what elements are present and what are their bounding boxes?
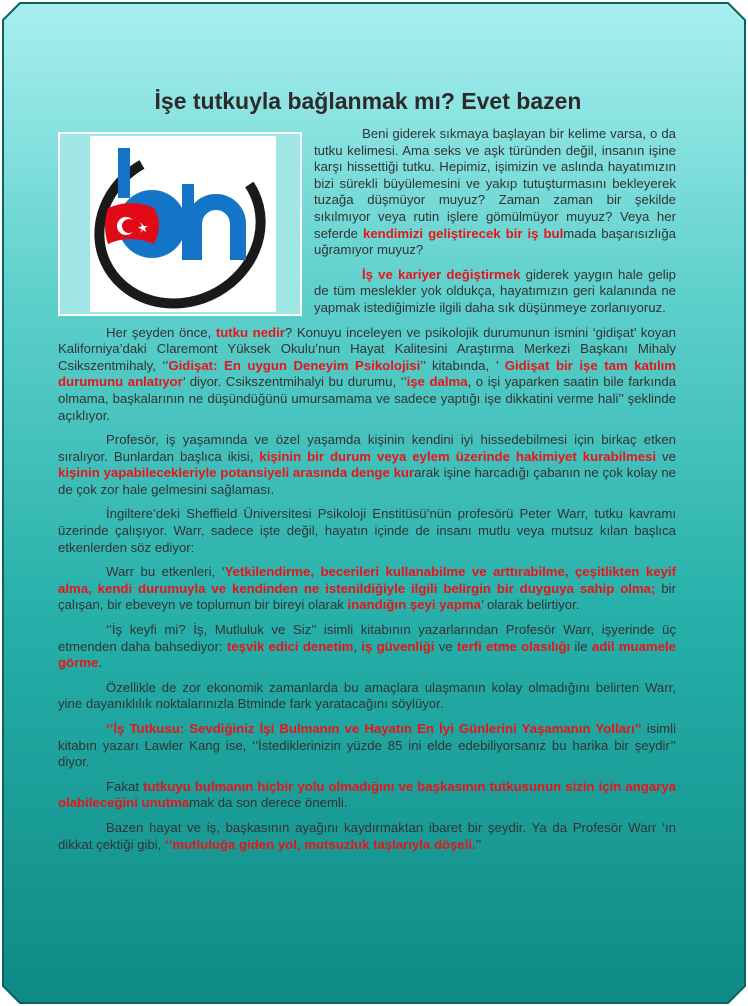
paragraph-7: ‘’İş keyfi mi? İş, Mutluluk ve Siz’’ isimli kitabının yazarlarından Profesör Warr, işyerinde üç etmenden daha bahsediyor: teşvik edici denetim, iş güvenliği ve terfi etme olasılığı ile adil muamele görme.: [58, 622, 676, 671]
paragraph-2: İş ve kariyer değiştirmek giderek yaygın hale gelip de tüm meslekler yok oldukça, hayatımızın geri kalanında ne yapmak istediğimizle ilgili daha sık düşünmeye zorlanıyoruz.: [314, 266, 677, 315]
paragraph-6: Warr bu etkenleri, ‘Yetkilendirme, becerileri kullanabilme ve arttırabilme, çeşitlikten keyif alma, kendi durumuyla ve kendinden ne istenildiğiyle ilgili belirgin bir duyguya sahip olma; bir çalışan, bir ebeveyn ve toplumun bir bireyi olarak inandığın şeyi yapma’ olarak belirtiyor.: [58, 564, 676, 613]
paragraph-1: Beni giderek sıkmaya başlayan bir kelime varsa, o da tutku kelimesi. Ama seks ve aşk türünden değil, insanın işine karşı hissettiği tutku. Hepimiz, işimizin ve aslında hayatımızın bizi sürekli büyülemesini ve yakıp tutuşturmasını bekleyerek tuzağa düşmüyor muyuz? Zaman zaman bir şekilde sıkılmıyor veya rutin işlere gömülmüyor muyuz? Veya her seferde kendimizi geliştirecek bir iş bulmada başarısızlığa uğramıyor muyuz?: [314, 126, 676, 258]
paragraph-9: ‘’İş Tutkusu: Sevdiğiniz İşi Bulmanın ve Hayatın En İyi Günlerini Yaşamanın Yolları’’ isimli kitabın yazarı Lawler Kang ise, ‘’İstediklerinizin yüzde 85 ini elde edebiliyorsanız bu harika bir şeydir’’ diyor.: [58, 721, 676, 770]
logo-frame: [58, 132, 302, 316]
paragraph-4: Profesör, iş yaşamında ve özel yaşamda kişinin kendini iyi hissedebilmesi için birkaç etken sıralıyor. Bunlardan başlıca ikisi, kişinin bir durum veya eylem üzerinde hakimiyet kurabilmesi ve kişinin yapabilecekleriyle potansiyeli arasında denge kurarak işine harcadığı çabanın ne çok kolay ne de çok zor hale gelmesini sağlaması.: [58, 432, 676, 497]
paragraph-3: Her şeyden önce, tutku nedir? Konuyu inceleyen ve psikolojik durumunun ismini ‘gidişat’ koyan Kaliforniya’daki Claremont Yüksek Okulu’nun Hayat Kalitesini Araştırma Merkezi Başkanı Mihaly Csikszentmihaly, ‘’Gidişat: En uygun Deneyim Psikolojisi’’ kitabında, ’ Gidişat bir işe tam katılım durumunu anlatıyor’ diyor. Csikszentmihalyi bu durumu, ‘’işe dalma, o işi yaparken saatin bile farkında olmama, başkalarının ne düşündüğünü umursamama ve sadece yaptığı işe dikkatini verme hali’’ şeklinde açıklıyor.: [58, 324, 676, 423]
paragraph-11: Bazen hayat ve iş, başkasının ayağını kaydırmaktan ibaret bir şeydir. Ya da Profesör Warr ‘ın dikkat çektiği gibi, ‘’mutluluğa giden yol, mutsuzluk taşlarıyla döşeli.’’: [58, 819, 676, 852]
article-title: İşe tutkuyla bağlanmak mı? Evet bazen: [154, 88, 582, 114]
paragraph-5: İngiltere’deki Sheffield Üniversitesi Psikoloji Enstitüsü’nün profesörü Peter Warr, tutku kavramı üzerinde çalışıyor. Warr, sadece işte değil, hayatın içinde de insanı mutlu veya mutsuz kılan başlıca etkenlerden söz ediyor:: [58, 506, 676, 555]
logo-background: [90, 136, 276, 312]
article-body: [58, 126, 676, 861]
dh-logo-icon: [90, 136, 276, 312]
paragraph-8: Özellikle de zor ekonomik zamanlarda bu amaçlara ulaşmanın kolay olmadığını belirten Warr, yine dayanıklılık noktalarınızla Btminde fark yaratacağını söylüyor.: [58, 679, 676, 712]
paragraph-10: Fakat tutkuyu bulmanın hiçbir yolu olmadığını ve başkasının tutkusunun sizin için angarya olabileceğini unutmamak da son derece önemli.: [58, 778, 676, 811]
